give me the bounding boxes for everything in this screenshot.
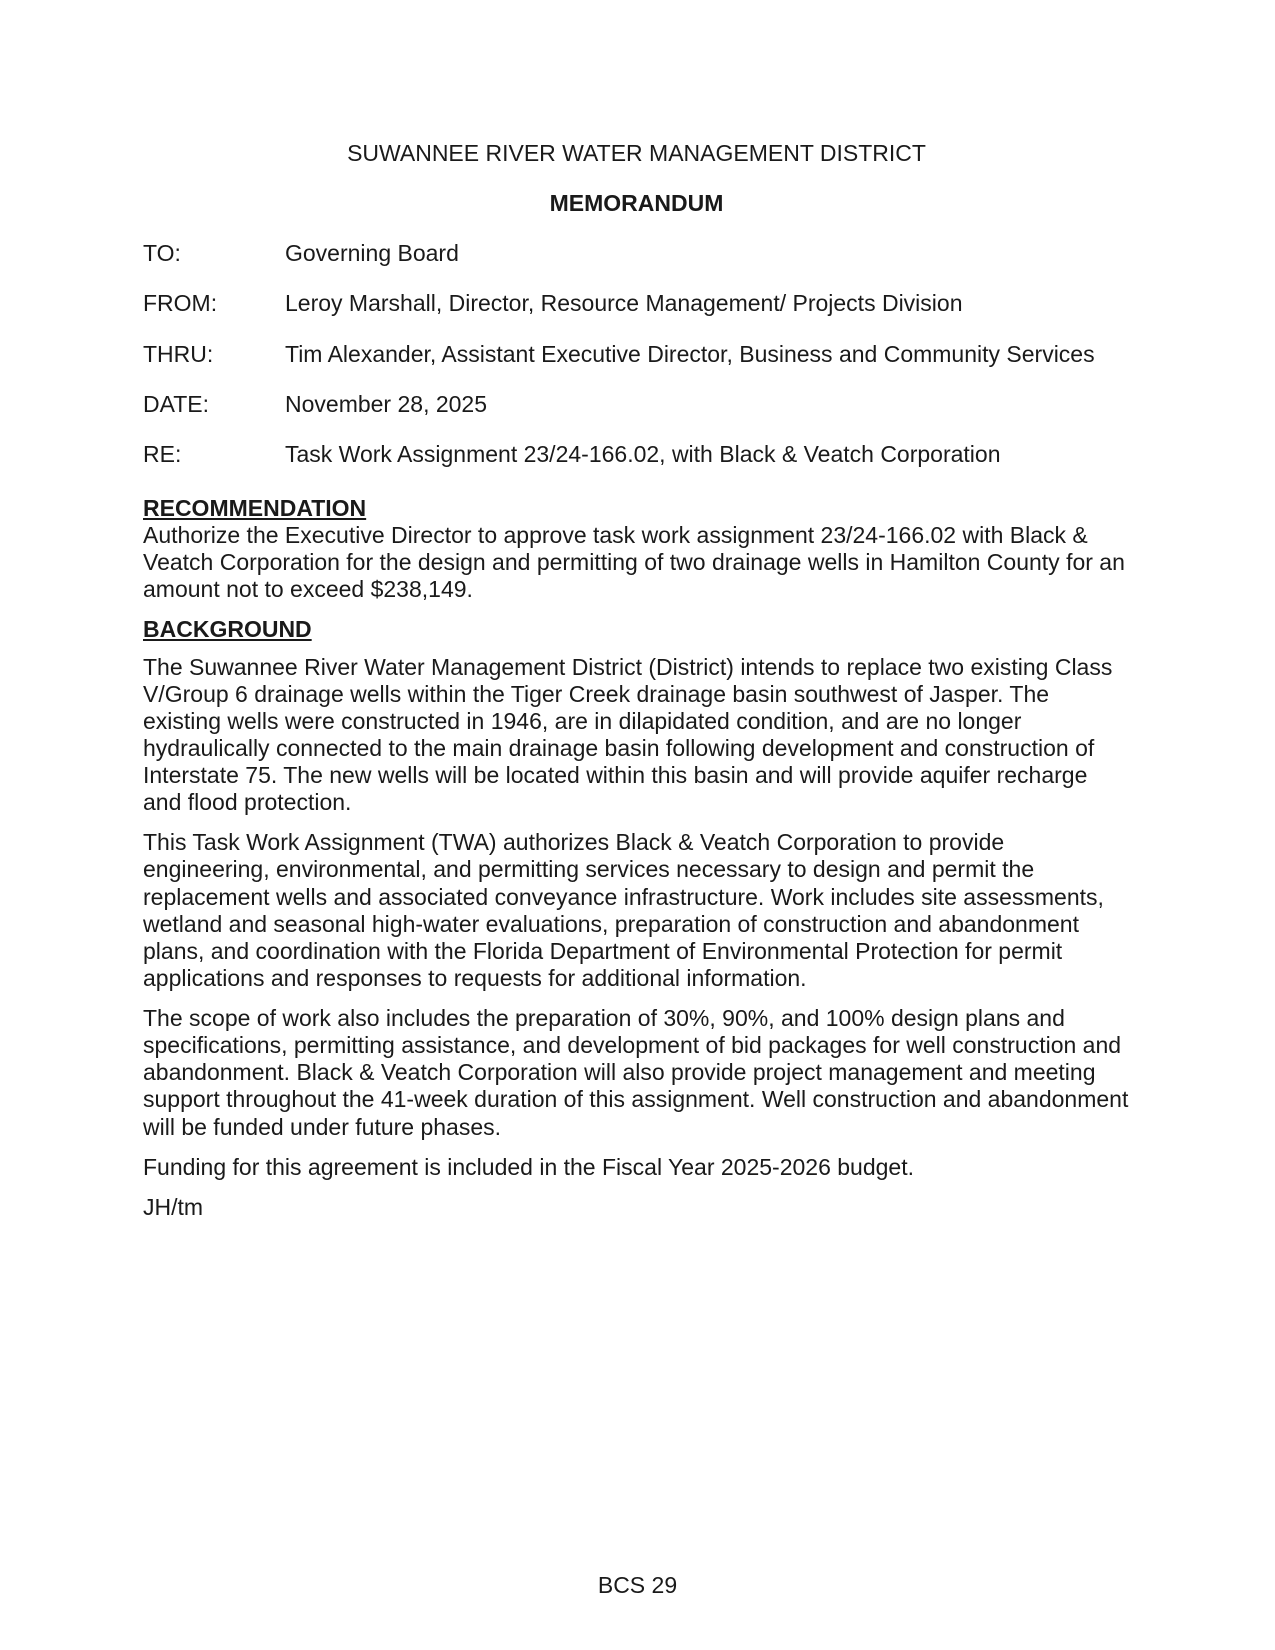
memo-header-fields (143, 240, 1130, 468)
field-re-label: RE: (143, 440, 182, 467)
field-to-label: TO: (143, 240, 181, 267)
background-paragraph-4: Funding for this agreement is included in the Fiscal Year 2025-2026 budget. (143, 1153, 915, 1180)
section-recommendation (143, 495, 1130, 604)
field-date-label: DATE: (143, 390, 210, 417)
background-paragraph-3: The scope of work also includes the preparation of 30%, 90%, and 100% design plans and specifications, permitting assistance, and development of bid packages for well construction and abandonment. Black & Veatch Corporation will also provide project management and meeting support throughout the 41-week duration of this assignment. Well construction and abandonment will be funded under future phases. (143, 1005, 1129, 1140)
page-number: BCS 29 (597, 1572, 678, 1598)
field-to (143, 240, 1130, 267)
preparer-initials: JH/tm (143, 1193, 204, 1220)
background-paragraph-1: The Suwannee River Water Management District (District) intends to replace two existing Class V/Group 6 drainage wells within the Tiger Creek drainage basin southwest of Jasper. The existing wells were constructed in 1946, are in dilapidated condition, and are no longer hydraulically connected to the main drainage basin following development and construction of Interstate 75. The new wells will be located within this basin and will provide aquifer recharge and flood protection. (143, 653, 1113, 816)
field-thru-value: Tim Alexander, Assistant Executive Director, Business and Community Services (285, 340, 1095, 367)
field-re-value: Task Work Assignment 23/24-166.02, with Black & Veatch Corporation (285, 440, 1001, 467)
recommendation-heading: RECOMMENDATION (143, 494, 367, 521)
field-date-value: November 28, 2025 (285, 390, 488, 417)
memorandum-heading: MEMORANDUM (549, 190, 724, 217)
field-thru (143, 341, 1130, 368)
district-title: SUWANNEE RIVER WATER MANAGEMENT DISTRICT (347, 140, 926, 166)
field-re (143, 441, 1130, 468)
field-to-value: Governing Board (285, 240, 459, 267)
field-date (143, 391, 1130, 418)
field-from-label: FROM: (143, 290, 218, 317)
background-paragraph-2: This Task Work Assignment (TWA) authorizes Black & Veatch Corporation to provide engineering, environmental, and permitting services necessary to design and permit the replacement wells and associated conveyance infrastructure. Work includes site assessments, wetland and seasonal high-water evaluations, preparation of construction and abandonment plans, and coordination with the Florida Department of Environmental Protection for permit applications and responses to requests for additional information. (143, 829, 1104, 991)
field-from (143, 290, 1130, 317)
section-background (143, 616, 1130, 1221)
field-from-value: Leroy Marshall, Director, Resource Management/ Projects Division (285, 290, 963, 317)
field-thru-label: THRU: (143, 340, 214, 367)
recommendation-paragraph: Authorize the Executive Director to approve task work assignment 23/24-166.02 with Black & Veatch Corporation for the design and permitting of two drainage wells in Hamilton County for an amount not to exceed $238,149. (143, 522, 1125, 603)
background-heading: BACKGROUND (143, 616, 312, 643)
